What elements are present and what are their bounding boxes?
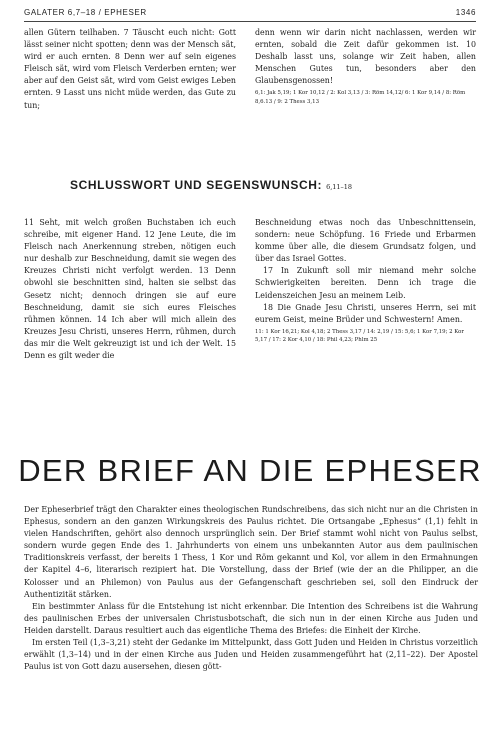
paragraph: Im ersten Teil (1,3–3,21) steht der Gedanke im Mittelpunkt, dass Gott Juden und Heiden in Christus vorzeitlich erwählt (1,3–14) und in der einen Kirche aus Juden und Heiden zusammengeführt hat (2,11–22). Der Apostel Paulus ist von Gott dazu ausersehen, diesen gött- <box>24 638 478 672</box>
page-number: 1346 <box>455 8 476 17</box>
header-rule <box>24 21 476 22</box>
running-header <box>24 8 476 22</box>
paragraph: Ein bestimmter Anlass für die Entstehung ist nicht erkennbar. Die Intention des Schreibens ist die Wahrung des paulinischen Erbes der universalen Christusbotschaft, die sich nun in der einen Kirche aus Juden und Heiden darstellt. Daraus resultiert auch das eigentliche Thema des Briefes: die Einheit der Kirche. <box>24 601 478 635</box>
introduction-text <box>24 504 478 673</box>
column-mid-left <box>24 217 236 362</box>
column-mid-right <box>255 217 476 345</box>
column-top-left <box>24 27 236 112</box>
section-verse-range: 6,11–18 <box>326 183 353 191</box>
section-title: SCHLUSSWORT UND SEGENSWUNSCH: <box>70 178 323 192</box>
paragraph: allen Gütern teilhaben. 7 Täuscht euch nicht: Gott lässt seiner nicht spotten; denn was der Mensch sät, wird er auch ernten. 8 Denn wer auf sein eigenes Fleisch sät, wird vom Fleisch Verderben ernten; wer aber auf den Geist sät, wird vom Geist ewiges Leben ernten. 9 Lasst uns nicht müde werden, das Gute zu tun; <box>24 28 236 110</box>
paragraph: Der Epheserbrief trägt den Charakter eines theologischen Rundschreibens, das sich nicht nur an die Christen in Ephesus, sondern an den ganzen Wirkungskreis des Paulus richtet. Die Ortsangabe „Ephesus“ (1,1) fehlt in vielen Handschriften, gehört also dennoch ursprünglich sein. Der Brief stammt wohl nicht von Paulus selbst, sondern wurde gegen Ende des 1. Jahrhunderts von einem uns unbekannten Autor aus dem paulinischen Traditionskreis verfasst, der bereits 1 Thess, 1 Kor und Röm gekannt und Kol, vor allem in den Ermahnungen der Kapitel 4–6, literarisch rezipiert hat. Die Vorstellung, dass der Brief (wie der an die Philipper, an die Kolosser und an Philemon) von Paulus aus der Gefangenschaft geschrieben sei, soll den Eindruck der Authentizität stärken. <box>24 505 478 599</box>
paragraph: denn wenn wir darin nicht nachlassen, werden wir ernten, sobald die Zeit dafür gekommen ist. 10 Deshalb lasst uns, solange wir Zeit haben, allen Menschen Gutes tun, besonders aber den Glaubensgenossen! <box>255 28 476 86</box>
paragraph: 18 Die Gnade Jesu Christi, unseres Herrn, sei mit eurem Geist, meine Brüder und Schwestern! Amen. <box>255 302 476 324</box>
book-title: DER BRIEF AN DIE EPHESER <box>18 453 482 488</box>
paragraph: Beschneidung etwas noch das Unbeschnittensein, sondern: neue Schöpfung. 16 Friede und Erbarmen komme über alle, die diesem Grundsatz folgen, und über das Israel Gottes. <box>255 218 476 264</box>
column-top-right <box>255 27 476 107</box>
section-heading <box>70 178 352 192</box>
paragraph: 11 Seht, mit welch großen Buchstaben ich euch schreibe, mit eigener Hand. 12 Jene Leute, die im Fleisch nach Anerkennung streben, nötigen euch nur deshalb zur Beschneidung, damit sie wegen des Kreuzes Christi nicht verfolgt werden. 13 Denn obwohl sie beschnitten sind, halten sie selbst das Gesetz nicht; dennoch dringen sie auf eure Beschneidung, damit sie sich eures Fleisches rühmen können. 14 Ich aber will mich allein des Kreuzes Jesu Christi, unseres Herrn, rühmen, durch das mir die Welt gekreuzigt ist und ich der Welt. 15 Denn es gilt weder die <box>24 218 236 361</box>
cross-references: 11: 1 Kor 16,21; Kol 4,18; 2 Thess 3,17 / 14: 2,19 / 15: 5,6; 1 Kor 7,19; 2 Kor 5,17 / 17: 2 Kor 4,10 / 18: Phil 4,23; Phlm 25 <box>255 328 464 344</box>
cross-references: 6,1: Jak 5,19; 1 Kor 10,12 / 2: Kol 3,13 / 3: Röm 14,12/ 6: 1 Kor 9,14 / 8: Röm 8,6.13 / 9: 2 Thess 3,13 <box>255 90 466 106</box>
paragraph: 17 In Zukunft soll mir niemand mehr solche Schwierigkeiten bereiten. Denn ich trage die Leidenszeichen Jesu an meinem Leib. <box>255 266 476 300</box>
header-book-reference: GALATER 6,7–18 / EPHESER <box>24 8 147 17</box>
